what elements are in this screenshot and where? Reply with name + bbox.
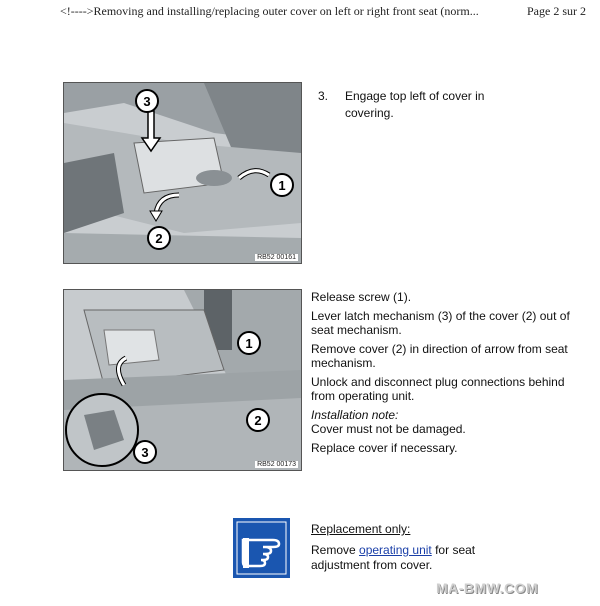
instruction-line: Lever latch mechanism (3) of the cover (2) out of seat mechanism. [311, 309, 570, 337]
callout-3 [136, 90, 158, 112]
header-page-number: Page 2 sur 2 [527, 4, 586, 18]
figure-id: RB52 00173 [257, 461, 296, 468]
operating-unit-link[interactable]: operating unit [359, 543, 432, 557]
replacement-text: Remove operating unit for seat adjustment from cover. [311, 543, 476, 572]
figure-1-illustration [64, 83, 301, 263]
figure-2-illustration [64, 290, 301, 470]
replacement-title: Replacement only: [311, 522, 411, 536]
instruction-line: Remove cover (2) in direction of arrow from seat mechanism. [311, 342, 568, 370]
svg-text:2: 2 [254, 413, 262, 428]
instruction-line: Release screw (1). [311, 290, 412, 304]
installation-note: Replace cover if necessary. [311, 441, 458, 455]
figure-cover-removal [63, 289, 302, 471]
svg-text:3: 3 [143, 94, 151, 109]
svg-text:2: 2 [155, 231, 163, 246]
svg-text:3: 3 [141, 445, 149, 460]
installation-note-label: Installation note: [311, 408, 399, 422]
callout-1 [238, 332, 260, 354]
header-title: <!---->Removing and installing/replacing outer cover on left or right front seat (norm... [60, 4, 479, 18]
step-text: Engage top left of cover in covering. [345, 89, 485, 120]
installation-note: Cover must not be damaged. [311, 422, 466, 436]
step-number: 3. [318, 89, 329, 103]
hand-pointing-icon [233, 518, 290, 578]
figure-cover-engage [63, 82, 302, 264]
watermark-logo: MA-BMW.COM [436, 580, 539, 596]
callout-1 [271, 174, 293, 196]
page-header [60, 4, 586, 19]
removal-instructions [311, 290, 571, 460]
step-3 [318, 88, 485, 120]
callout-3 [134, 441, 156, 463]
callout-2 [148, 227, 170, 249]
svg-text:1: 1 [245, 336, 253, 351]
callout-2 [247, 409, 269, 431]
figure-id: RB52 00161 [257, 254, 296, 261]
svg-text:1: 1 [278, 178, 286, 193]
instruction-line: Unlock and disconnect plug connections behind from operating unit. [311, 375, 565, 403]
